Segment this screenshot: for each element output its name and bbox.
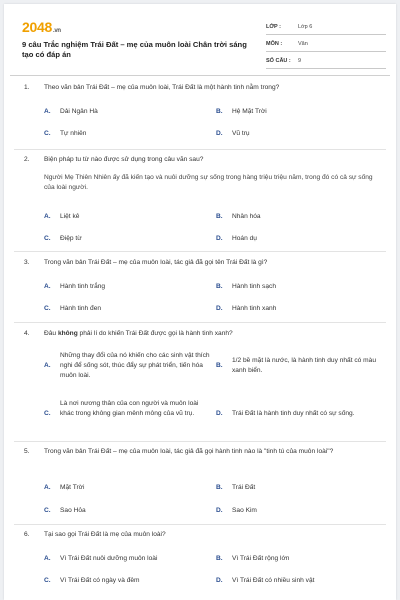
header-divider <box>10 75 390 76</box>
option-text: Là nơi nương thân của con người và muôn loài khác trong không gian mênh mông của vũ trụ. <box>60 400 199 417</box>
site-logo[interactable] <box>22 19 61 35</box>
question-stem <box>24 83 380 93</box>
question-text-emphasis: không <box>57 330 78 337</box>
question-divider <box>14 524 386 525</box>
question-text-pre: Đâu <box>44 330 58 337</box>
meta-grade <box>266 20 386 35</box>
option-text: Vì Trái Đất có nhiều sinh vật <box>232 577 315 584</box>
question-divider <box>14 441 386 442</box>
meta-subject-label: MÔN : <box>266 41 283 47</box>
meta-count-value: 9 <box>298 58 302 64</box>
option-text: Vì Trái Đất rộng lớn <box>232 555 290 562</box>
question-3 <box>24 258 380 318</box>
option-text: Liệt kê <box>60 213 80 220</box>
question-4 <box>24 329 380 439</box>
meta-count-label: SỐ CÂU : <box>266 58 291 64</box>
question-stem <box>24 530 380 540</box>
option-letter: D. <box>216 235 223 242</box>
option-letter: B. <box>216 362 223 369</box>
question-number: 2. <box>24 156 30 163</box>
option-letter: B. <box>216 484 223 491</box>
option-letter: A. <box>44 362 51 369</box>
option-letter: C. <box>44 577 51 584</box>
option-letter: C. <box>44 410 51 417</box>
option-text: Hành tinh trắng <box>60 283 106 290</box>
option-letter: D. <box>216 410 223 417</box>
document-page <box>4 4 396 600</box>
question-stem <box>24 329 380 339</box>
logo-tld: .vn <box>52 28 61 34</box>
option-text: Vũ trụ <box>232 130 250 137</box>
question-text: Trong văn bản Trái Đất – mẹ của muôn loài, tác giả đã gọi hành tinh nào là "tinh tú của muôn loài"? <box>44 448 334 455</box>
option-letter: A. <box>44 555 51 562</box>
option-letter: A. <box>44 108 51 115</box>
meta-subject <box>266 37 386 52</box>
meta-grade-label: LỚP : <box>266 24 281 30</box>
option-letter: D. <box>216 130 223 137</box>
option-text: Trái Đất <box>232 484 256 491</box>
option-letter: A. <box>44 213 51 220</box>
question-text: Biện pháp tu từ nào được sử dụng trong câu văn sau? <box>44 156 204 163</box>
question-5 <box>24 447 380 517</box>
question-number: 4. <box>24 330 30 337</box>
option-letter: C. <box>44 507 51 514</box>
option-text: Hành tinh đen <box>60 305 102 312</box>
option-text: Vì Trái Đất có ngày và đêm <box>60 577 140 584</box>
option-letter: D. <box>216 577 223 584</box>
option-text: Những thay đổi của nó khiến cho các sinh vật thích nghi để sống sót, thúc đẩy sự phát triển, tiến hóa muôn loài. <box>60 352 210 379</box>
question-divider <box>14 149 386 150</box>
option-text: Sao Kim <box>232 507 257 514</box>
question-text: Theo văn bản Trái Đất – mẹ của muôn loài, Trái Đất là một hành tinh nằm trong? <box>44 84 280 91</box>
meta-subject-value: Văn <box>298 41 308 47</box>
option-letter: B. <box>216 108 223 115</box>
option-letter: C. <box>44 130 51 137</box>
question-text: Trong văn bản Trái Đất – mẹ của muôn loài, tác giả đã gọi tên Trái Đất là gì? <box>44 259 268 266</box>
option-text: Hành tinh sạch <box>232 283 276 290</box>
option-text: Hành tinh xanh <box>232 305 277 312</box>
option-text: Trái Đất là hành tinh duy nhất có sự sống. <box>232 410 355 417</box>
question-text-post: phải lí do khiến Trái Đất được gọi là hành tinh xanh? <box>77 330 233 337</box>
document-title: 9 câu Trắc nghiệm Trái Đất – mẹ của muôn loài Chân trời sáng tạo có đáp án <box>22 40 247 59</box>
option-letter: C. <box>44 235 51 242</box>
question-number: 5. <box>24 448 30 455</box>
question-passage: Người Mẹ Thiên Nhiên ấy đã kiến tạo và nuôi dưỡng sự sống trong hàng triệu triệu năm, trong đó có cả sự sống của loài người. <box>44 174 373 191</box>
meta-count <box>266 54 386 69</box>
option-letter: A. <box>44 283 51 290</box>
option-letter: C. <box>44 305 51 312</box>
meta-info <box>266 20 386 71</box>
option-text: 1/2 bề mặt là nước, là hành tinh duy nhất có màu xanh biển. <box>232 357 376 374</box>
question-divider <box>14 322 386 323</box>
meta-grade-value: Lớp 6 <box>298 24 313 30</box>
option-letter: B. <box>216 283 223 290</box>
option-text: Tự nhiên <box>60 130 87 137</box>
question-2 <box>24 155 380 247</box>
question-number: 1. <box>24 84 30 91</box>
option-letter: B. <box>216 213 223 220</box>
question-6 <box>24 530 380 592</box>
option-text: Mặt Trời <box>60 484 85 491</box>
document-header <box>16 16 386 66</box>
option-text: Hoán dụ <box>232 235 257 242</box>
logo-main: 2048 <box>22 19 52 35</box>
question-stem <box>24 258 380 268</box>
option-text: Dải Ngân Hà <box>60 108 98 115</box>
question-stem <box>24 447 380 457</box>
option-text: Điệp từ <box>60 235 82 242</box>
question-text: Tại sao gọi Trái Đất là mẹ của muôn loài? <box>44 531 166 538</box>
question-divider <box>14 251 386 252</box>
option-letter: B. <box>216 555 223 562</box>
option-letter: A. <box>44 484 51 491</box>
option-letter: D. <box>216 507 223 514</box>
question-1 <box>24 83 380 143</box>
option-text: Sao Hỏa <box>60 507 86 514</box>
question-number: 3. <box>24 259 30 266</box>
question-stem <box>24 155 380 165</box>
option-text: Vì Trái Đất nuôi dưỡng muôn loài <box>60 555 158 562</box>
option-text: Nhân hóa <box>232 213 261 220</box>
option-text: Hệ Mặt Trời <box>232 108 267 115</box>
question-number: 6. <box>24 531 30 538</box>
option-letter: D. <box>216 305 223 312</box>
